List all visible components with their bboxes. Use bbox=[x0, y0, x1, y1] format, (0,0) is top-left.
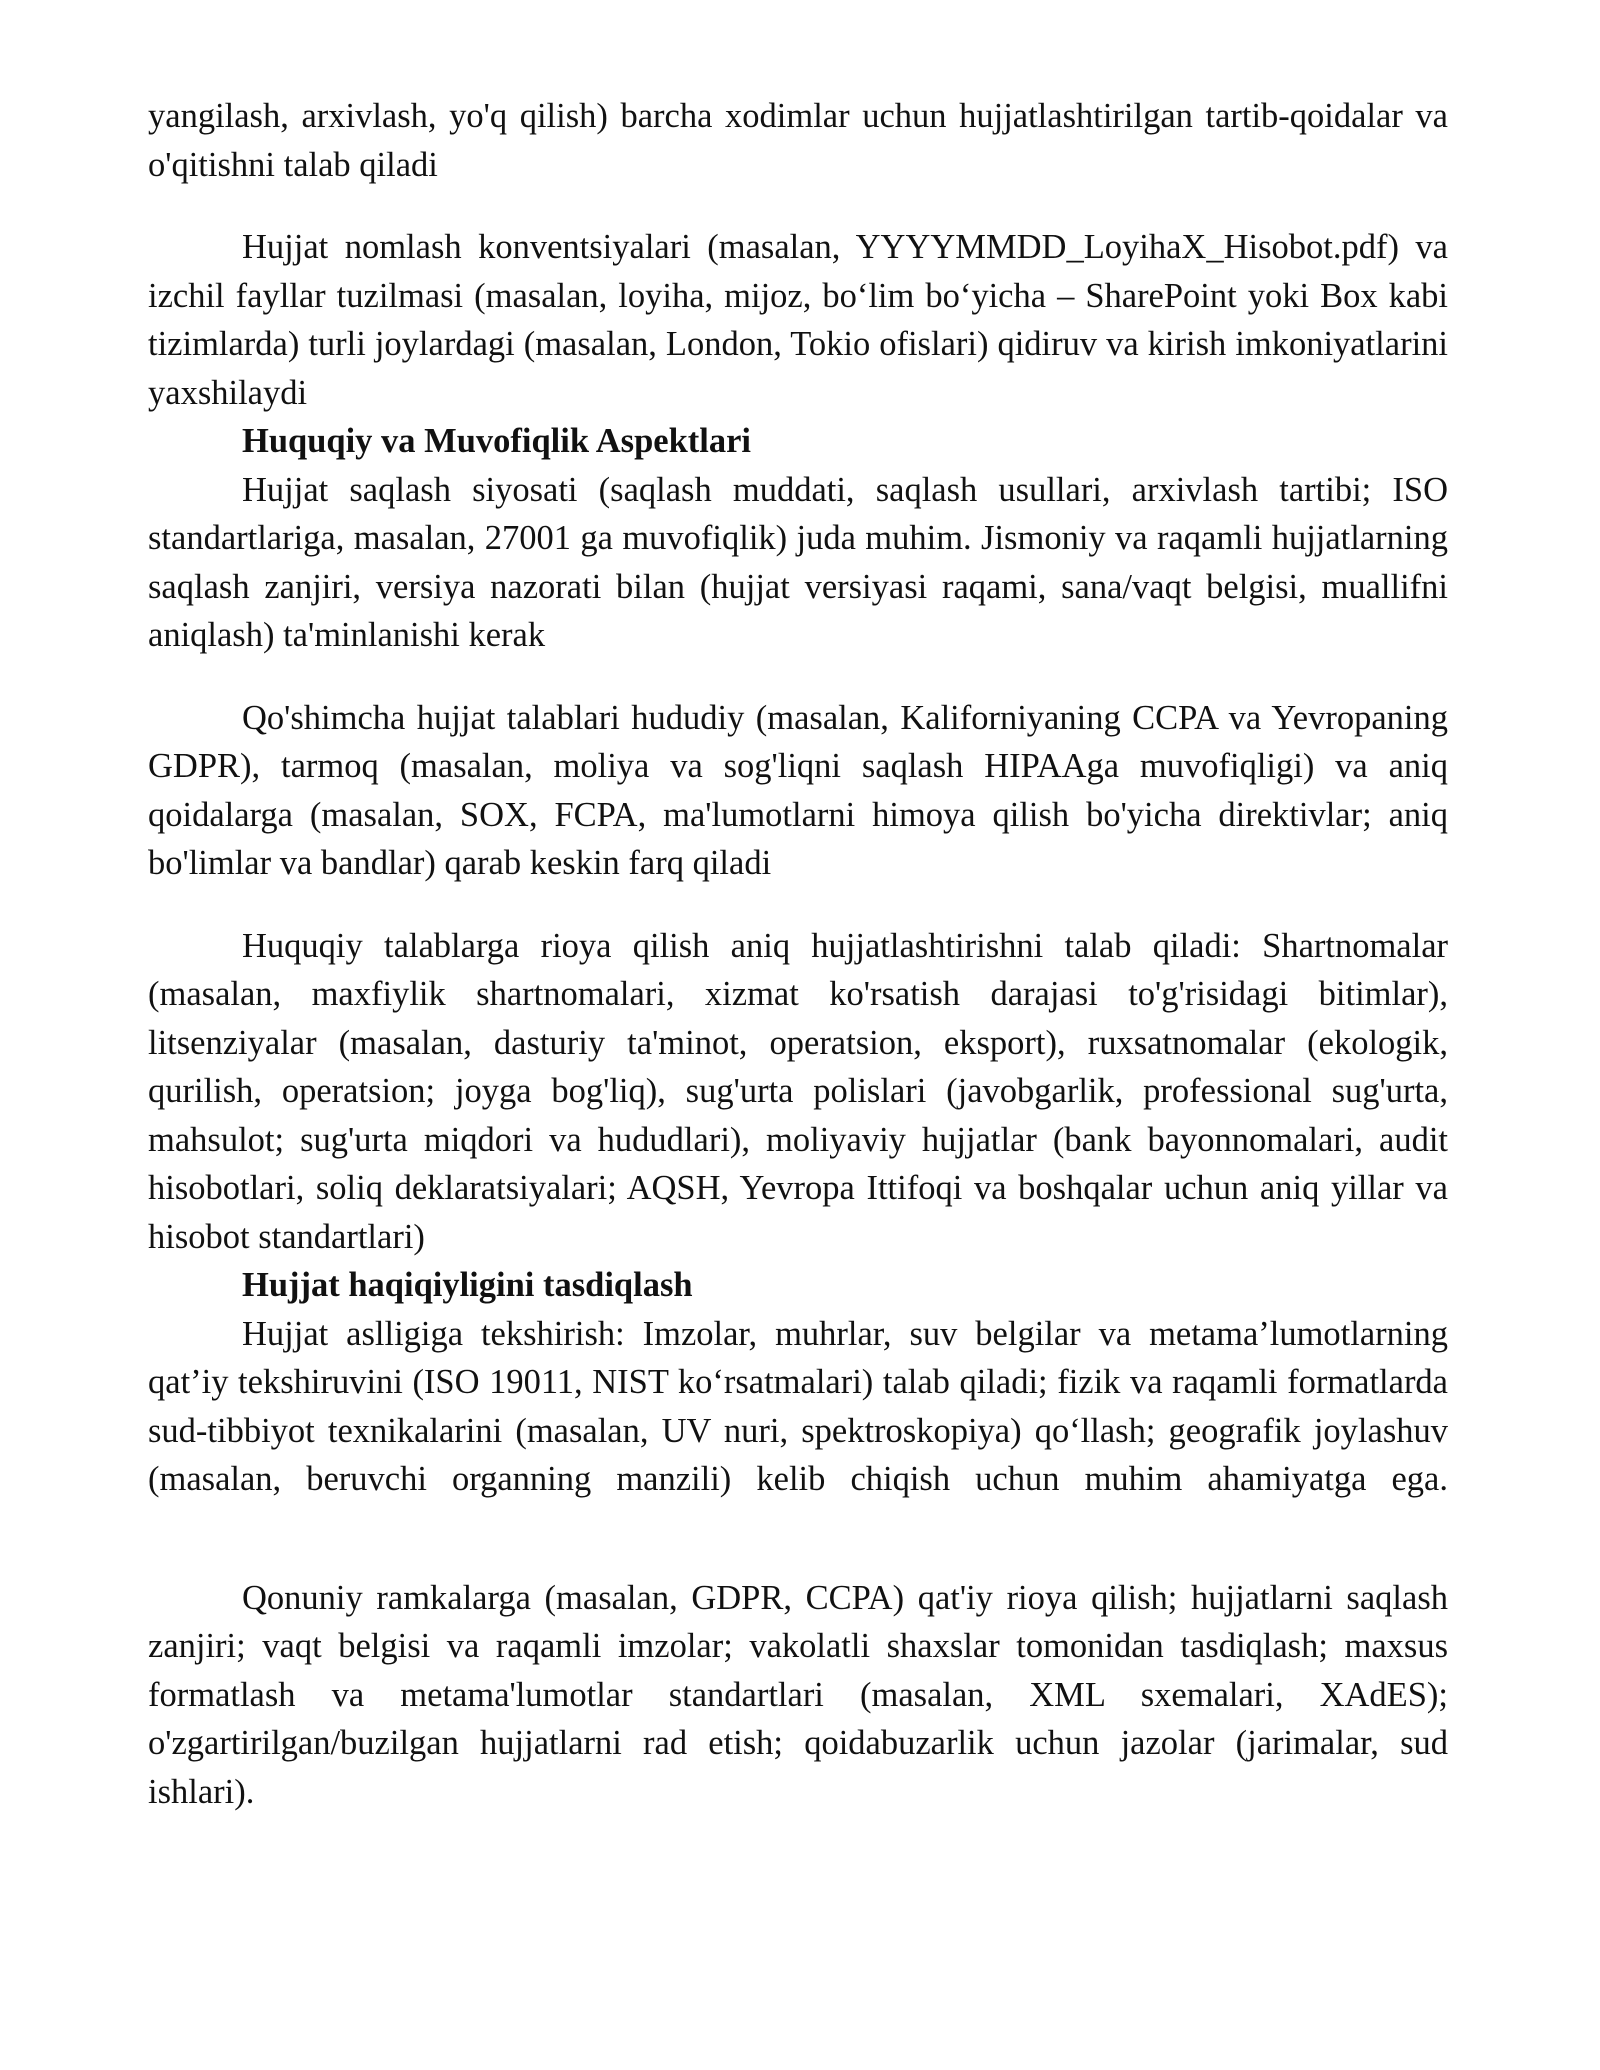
paragraph-continuation: yangilash, arxivlash, yo'q qilish) barcha xodimlar uchun hujjatlashtirilgan tartib-qoidalar va o'qitishni talab qiladi bbox=[148, 97, 1448, 184]
paragraph-additional-requirements: Qo'shimcha hujjat talablari hududiy (masalan, Kaliforniyaning CCPA va Yevropaning GDPR), tarmoq (masalan, moliya va sog'liqni saqlash HIPAAga muvofiqligi) va aniq qoidalarga (masalan, SOX, FCPA, ma'lumotlarni himoya qilish bo'yicha direktivlar; aniq bo'limlar va bandlar) qarab keskin farq qiladi bbox=[148, 698, 1448, 882]
section-heading-authenticity: Hujjat haqiqiyligini tasdiqlash bbox=[242, 1266, 693, 1304]
paragraph-legal-documentation: Huquqiy talablarga rioya qilish aniq hujjatlashtirishni talab qiladi: Shartnomalar (masalan, maxfiylik shartnomalari, xizmat ko'rsatish darajasi to'g'risidagi bitimlar), litsenziyalar (masalan, dasturiy ta'minot, operatsion, eksport), ruxsatnomalar (ekologik, qurilish, operatsion; joyga bog'liq), sug'urta polislari (javobgarlik, professional sug'urta, mahsulot; sug'urta miqdori va hududlari), moliyaviy hujjatlar (bank bayonnomalari, audit hisobotlari, soliq deklaratsiyalari; AQSH, Yevropa Ittifoqi va boshqalar uchun aniq yillar va hisobot standartlari) bbox=[148, 926, 1448, 1256]
paragraph-legal-frameworks: Qonuniy ramkalarga (masalan, GDPR, CCPA) qat'iy rioya qilish; hujjatlarni saqlash zanjiri; vaqt belgisi va raqamli imzolar; vakolatli shaxslar tomonidan tasdiqlash; maxsus formatlash va metama'lumotlar standartlari (masalan, XML sxemalari, XAdES); o'zgartirilgan/buzilgan hujjatlarni rad etish; qoidabuzarlik uchun jazolar (jarimalar, sud ishlari). bbox=[148, 1578, 1448, 1811]
document-page bbox=[148, 92, 1448, 1816]
paragraph-retention-policy: Hujjat saqlash siyosati (saqlash muddati, saqlash usullari, arxivlash tartibi; ISO standartlariga, masalan, 27001 ga muvofiqlik) juda muhim. Jismoniy va raqamli hujjatlarning saqlash zanjiri, versiya nazorati bilan (hujjat versiyasi raqami, sana/vaqt belgisi, muallifni aniqlash) ta'minlanishi kerak bbox=[148, 470, 1448, 654]
paragraph-naming-conventions: Hujjat nomlash konventsiyalari (masalan, YYYYMMDD_LoyihaX_Hisobot.pdf) va izchil fayllar tuzilmasi (masalan, loyiha, mijoz, bo‘lim bo‘yicha – SharePoint yoki Box kabi tizimlarda) turli joylardagi (masalan, London, Tokio ofislari) qidiruv va kirish imkoniyatlarini yaxshilaydi bbox=[148, 228, 1448, 412]
paragraph-authenticity-check: Hujjat aslligiga tekshirish: Imzolar, muhrlar, suv belgilar va metama’lumotlarning qat’iy tekshiruvini (ISO 19011, NIST ko‘rsatmalari) talab qiladi; fizik va raqamli formatlarda sud-tibbiyot texnikalarini (masalan, UV nuri, spektroskopiya) qo‘llash; geografik joylashuv (masalan, beruvchi organning manzili) kelib chiqish uchun muhim ahamiyatga ega. bbox=[148, 1314, 1448, 1498]
section-heading-legal-compliance: Huquqiy va Muvofiqlik Aspektlari bbox=[242, 422, 752, 460]
